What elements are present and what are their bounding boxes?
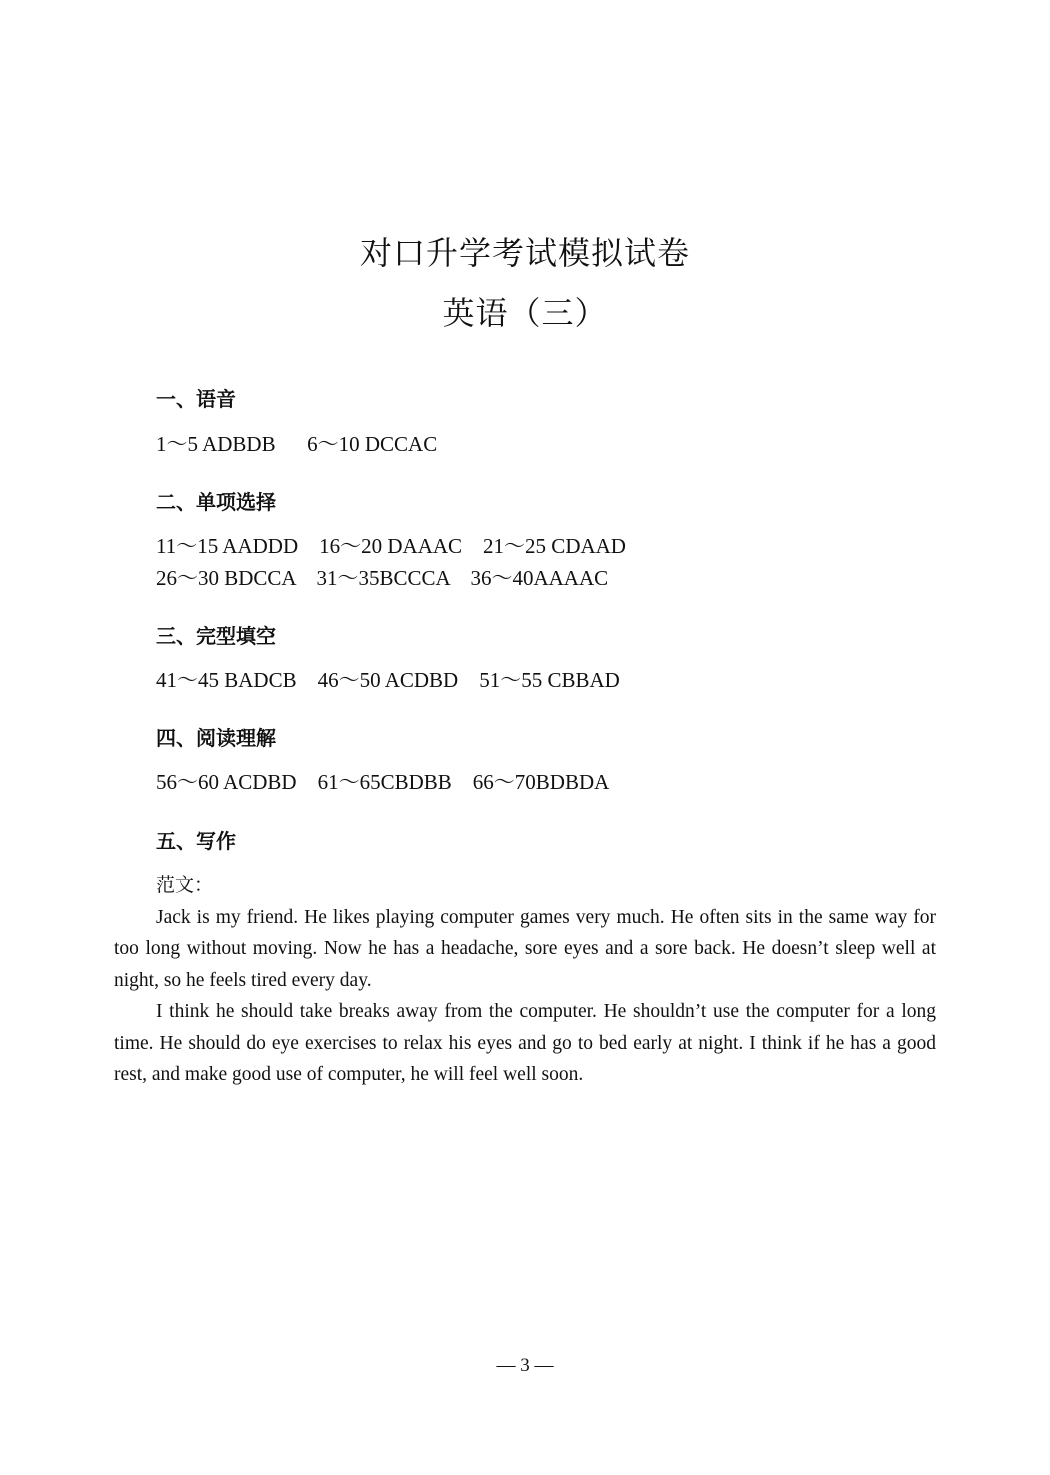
answer-line: 26～30 BDCCA 31～35BCCCA 36～40AAAAC — [156, 566, 609, 590]
document-title: 对口升学考试模拟试卷 — [359, 234, 690, 272]
page-number: — 3 — — [496, 1355, 554, 1376]
essay-paragraph: Jack is my friend. He likes playing computer games very much. He often sits in the same way for too long without moving. Now he has a headache, sore eyes and a sore back. He doesn’t sleep well at night, so he feels tired every day. — [114, 906, 936, 991]
section-heading-phonetics: 一、语音 — [156, 387, 236, 411]
section-heading-single-choice: 二、单项选择 — [156, 490, 276, 514]
essay-paragraph: I think he should take breaks away from the computer. He shouldn’t use the computer for a long time. He should do eye exercises to relax his eyes and go to bed early at night. I think if he has a good rest, and make good use of computer, he will feel well soon. — [114, 1001, 936, 1085]
document-subtitle: 英语（三） — [442, 294, 608, 332]
sample-essay — [114, 870, 936, 1091]
answer-line: 56～60 ACDBD 61～65CBDBB 66～70BDBDA — [156, 770, 610, 794]
answer-line: 41～45 BADCB 46～50 ACDBD 51～55 CBBAD — [156, 668, 620, 692]
essay-label: 范文： — [156, 874, 214, 896]
section-heading-writing: 五、写作 — [156, 829, 236, 853]
answer-line: 1～5 ADBDB 6～10 DCCAC — [156, 432, 438, 456]
section-heading-cloze: 三、完型填空 — [156, 624, 276, 648]
answer-line: 11～15 AADDD 16～20 DAAAC 21～25 CDAAD — [156, 534, 626, 558]
section-heading-reading: 四、阅读理解 — [156, 726, 276, 750]
